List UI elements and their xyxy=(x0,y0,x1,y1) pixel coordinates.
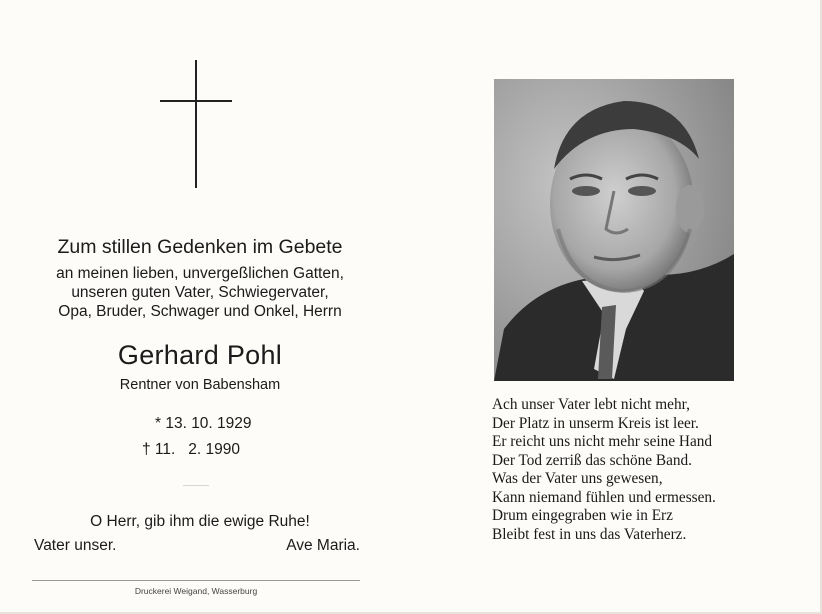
intro-line: Opa, Bruder, Schwager und Onkel, Herrn xyxy=(58,303,342,320)
death-date: † 11. 2. 1990 xyxy=(142,441,240,458)
divider xyxy=(183,485,209,486)
intro-line: unseren guten Vater, Schwiegervater, xyxy=(71,284,329,301)
poem-line: Drum eingegraben wie in Erz xyxy=(492,507,673,524)
poem xyxy=(492,396,812,544)
portrait-photo xyxy=(494,79,734,381)
memorial-heading: Zum stillen Gedenken im Gebete xyxy=(57,236,343,258)
poem-line: Ach unser Vater lebt nicht mehr, xyxy=(492,396,690,413)
poem-line: Bleibt fest in uns das Vaterherz. xyxy=(492,525,687,543)
footer-divider xyxy=(32,580,360,581)
intro-text xyxy=(20,264,380,321)
poem-line: Der Platz in unserm Kreis ist leer. xyxy=(492,414,699,432)
poem-line: Kann niemand fühlen und ermessen. xyxy=(492,488,716,506)
poem-line: Der Tod zerriß das schöne Band. xyxy=(492,451,692,469)
prayer-ave-maria: Ave Maria. xyxy=(286,537,360,554)
prayer-text: O Herr, gib ihm die ewige Ruhe! xyxy=(90,513,310,530)
portrait-image xyxy=(494,79,734,381)
occupation: Rentner von Babensham xyxy=(119,377,281,393)
printer-credit: Druckerei Weigand, Wasserburg xyxy=(134,586,258,596)
poem-line: Was der Vater uns gewesen, xyxy=(492,470,663,487)
intro-line: an meinen lieben, unvergeßlichen Gatten, xyxy=(56,265,344,282)
deceased-name: Gerhard Pohl xyxy=(117,340,283,370)
poem-line: Er reicht uns nicht mehr seine Hand xyxy=(492,433,713,450)
prayer-vater-unser: Vater unser. xyxy=(34,537,117,554)
birth-date: * 13. 10. 1929 xyxy=(155,415,252,432)
